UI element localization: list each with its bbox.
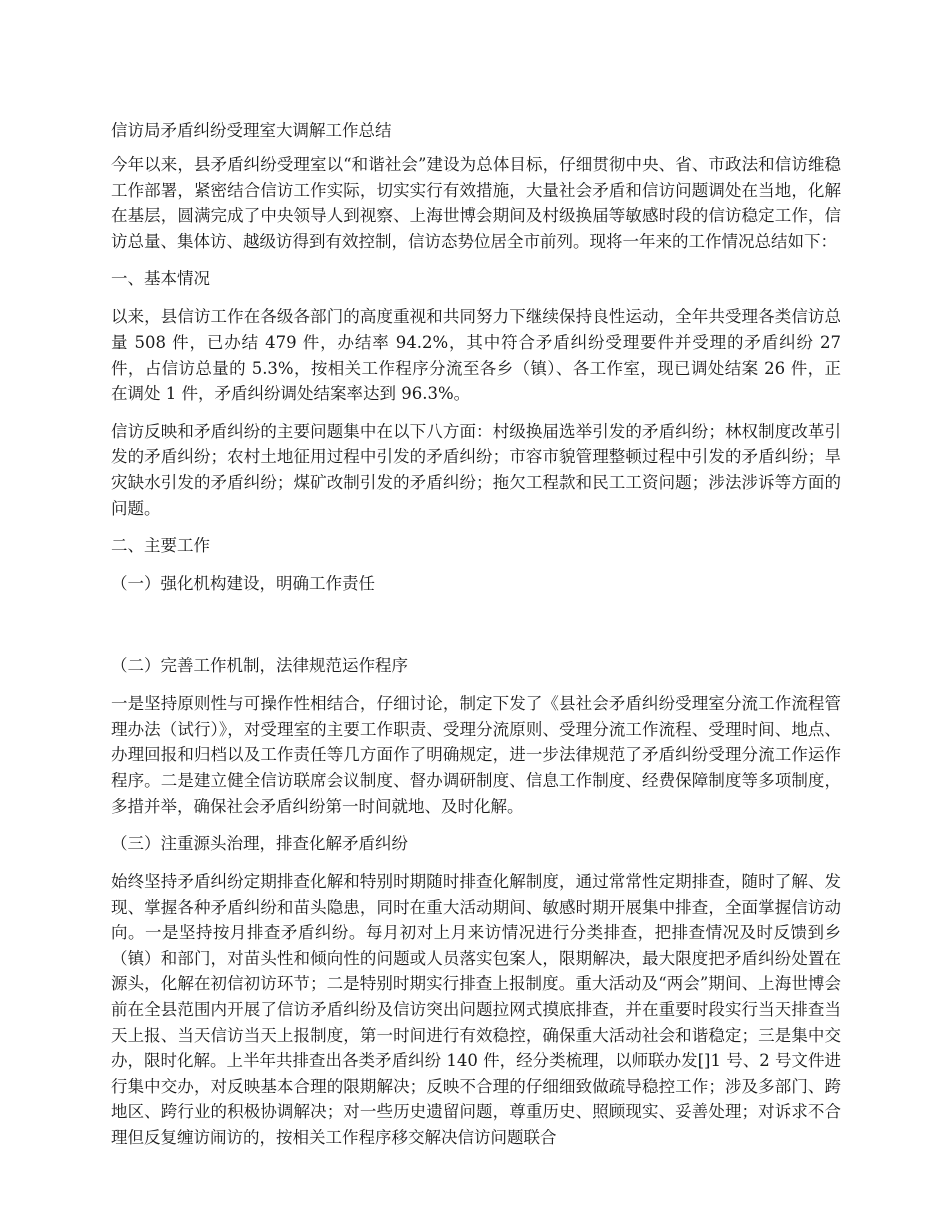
section-heading-basic: 一、基本情况 <box>111 269 210 289</box>
document-page <box>111 118 841 1163</box>
subheading-2: （二）完善工作机制，法律规范运作程序 <box>111 656 408 676</box>
intro-paragraph: 今年以来，县矛盾纠纷受理室以“和谐社会”建设为总体目标，仔细贯彻中央、省、市政法和信访维稳工作部署，紧密结合信访工作实际，切实实行有效措施，大量社会矛盾和信访问题调处在当地，化解在基层，圆满完成了中央领导人到视察、上海世博会期间及村级换届等敏感时段的信访稳定工作，信访总量、集体访、越级访得到有效控制，信访态势位居全市前列。现将一年来的工作情况总结如下： <box>111 155 841 251</box>
subheading-1: （一）强化机构建设，明确工作责任 <box>111 574 375 594</box>
subheading-3-paragraph: 始终坚持矛盾纠纷定期排查化解和特别时期随时排查化解制度，通过常常性定期排查，随时了解、发现、掌握各种矛盾纠纷和苗头隐患，同时在重大活动期间、敏感时期开展集中排查，全面掌握信访动向。一是坚持按月排查矛盾纠纷。每月初对上月来访情况进行分类排查，把排查情况及时反馈到乡（镇）和部门，对苗头性和倾向性的问题或人员落实包案人，限期解决，最大限度把矛盾纠纷处置在源头，化解在初信初访环节；二是特别时期实行排查上报制度。重大活动及“两会”期间、上海世博会前在全县范围内开展了信访矛盾纠纷及信访突出问题拉网式摸底排查，并在重要时段实行当天排查当天上报、当天信访当天上报制度，第一时间进行有效稳控，确保重大活动社会和谐稳定；三是集中交办，限时化解。上半年共排查出各类矛盾纠纷 140 件，经分类梳理，以师联办发[]1 号、2 号文件进行集中交办，对反映基本合理的限期解决；反映不合理的仔细细致做疏导稳控工作；涉及多部门、跨地区、跨行业的积极协调解决；对一些历史遗留问题，尊重历史、照顾现实、妥善处理；对诉求不合理但反复缠访闹访的，按相关工作程序移交解决信访问题联合 <box>111 872 841 1148</box>
document-title: 信访局矛盾纠纷受理室大调解工作总结 <box>111 121 392 140</box>
subheading-3: （三）注重源头治理，排查化解矛盾纠纷 <box>111 834 408 854</box>
basic-paragraph-2: 信访反映和矛盾纠纷的主要问题集中在以下八方面：村级换届选举引发的矛盾纠纷；林权制度改革引发的矛盾纠纷；农村土地征用过程中引发的矛盾纠纷；市容市貌管理整顿过程中引发的矛盾纠纷；旱灾缺水引发的矛盾纠纷；煤矿改制引发的矛盾纠纷；拖欠工程款和民工工资问题；涉法涉诉等方面的问题。 <box>111 421 841 518</box>
basic-paragraph-1: 以来，县信访工作在各级各部门的高度重视和共同努力下继续保持良性运动，全年共受理各类信访总量 508 件，已办结 479 件，办结率 94.2%，其中符合矛盾纠纷受理要件并受理的矛盾纠纷 27 件，占信访总量的 5.3%，按相关工作程序分流至各乡（镇）、各工作室，现已调处结案 26 件，正在调处 1 件，矛盾纠纷调处结案率达到 96.3%。 <box>111 307 841 404</box>
blank-space <box>111 609 841 653</box>
section-heading-main-work: 二、主要工作 <box>111 536 210 556</box>
subheading-2-paragraph: 一是坚持原则性与可操作性相结合，仔细讨论，制定下发了《县社会矛盾纠纷受理室分流工作流程管理办法（试行）》，对受理室的主要工作职责、受理分流原则、受理分流工作流程、受理时间、地点、办理回报和归档以及工作责任等几方面作了明确规定，进一步法律规范了矛盾纠纷受理分流工作运作程序。二是建立健全信访联席会议制度、督办调研制度、信息工作制度、经费保障制度等多项制度，多措并举，确保社会矛盾纠纷第一时间就地、及时化解。 <box>111 694 841 816</box>
